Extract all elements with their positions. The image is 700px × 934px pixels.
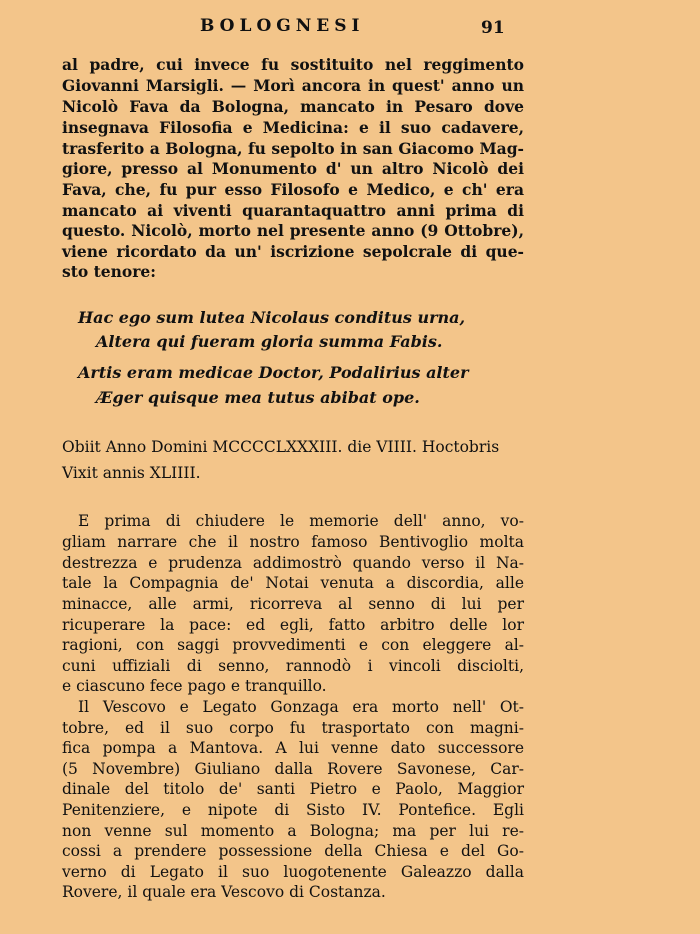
text-line: al padre, cui invece fu sostituito nel reggimento [62, 55, 524, 74]
text-line: giore, presso al Monumento d' un altro Nicolò dei [62, 159, 524, 178]
epitaph-line: Obiit Anno Domini MCCCCLXXXIII. die VIIII. Hoctobris [62, 438, 500, 456]
page-number: 91 [481, 18, 505, 38]
text-line: e ciascuno fece pago e tranquillo. [62, 677, 327, 695]
page-header [0, 14, 700, 44]
text-line: mancato ai viventi quarantaquattro anni prima di [62, 201, 524, 220]
text-line: E prima di chiudere le memorie dell' anno, vo- [78, 512, 524, 530]
text-line: Giovanni Marsigli. — Morì ancora in quest' anno un [62, 76, 524, 95]
verse-line: Artis eram medicae Doctor, Podalirius alter [78, 363, 469, 382]
text-line: Il Vescovo e Legato Gonzaga era morto nell' Ot- [78, 698, 524, 716]
verse-line: Hac ego sum lutea Nicolaus conditus urna, [78, 308, 466, 327]
text-line: ricuperare la pace: ed egli, fatto arbitro delle lor [62, 616, 524, 634]
text-line: questo. Nicolò, morto nel presente anno (9 Ottobre), [62, 221, 524, 240]
text-line: dinale del titolo de' santi Pietro e Paolo, Maggior [62, 780, 524, 798]
text-line: insegnava Filosofia e Medicina: e il suo cadavere, [62, 118, 524, 137]
epitaph-line: Vixit annis XLIIII. [62, 464, 201, 482]
text-line: minacce, alle armi, ricorreva al senno di lui per [62, 595, 524, 613]
text-line: tobre, ed il suo corpo fu trasportato con magni- [62, 719, 524, 737]
verse-line: Æger quisque mea tutus abibat ope. [96, 388, 420, 407]
running-title: BOLOGNESI [200, 16, 365, 36]
text-line: gliam narrare che il nostro famoso Bentivoglio molta [62, 533, 524, 551]
text-line: Penitenziere, e nipote di Sisto IV. Pontefice. Egli [62, 801, 524, 819]
text-line: ragioni, con saggi provvedimenti e con eleggere al- [62, 636, 524, 654]
text-line: fica pompa a Mantova. A lui venne dato successore [62, 739, 524, 757]
text-line: Rovere, il quale era Vescovo di Costanza. [62, 883, 386, 901]
text-line: viene ricordato da un' iscrizione sepolcrale di que- [62, 242, 524, 261]
text-line: Fava, che, fu pur esso Filosofo e Medico, e ch' era [62, 180, 524, 199]
text-line: sto tenore: [62, 262, 156, 281]
text-line: Nicolò Fava da Bologna, mancato in Pesaro dove [62, 97, 524, 116]
text-line: trasferito a Bologna, fu sepolto in san Giacomo Mag- [62, 139, 524, 158]
verse-line: Altera qui fueram gloria summa Fabis. [96, 332, 443, 351]
text-line: destrezza e prudenza addimostrò quando verso il Na- [62, 554, 524, 572]
text-line: cossi a prendere possessione della Chiesa e del Go- [62, 842, 524, 860]
text-line: verno di Legato il suo luogotenente Galeazzo dalla [62, 863, 524, 881]
text-line: non venne sul momento a Bologna; ma per lui re- [62, 822, 524, 840]
text-line: cuni uffiziali di senno, rannodò i vincoli disciolti, [62, 657, 524, 675]
text-line: (5 Novembre) Giuliano dalla Rovere Savonese, Car- [62, 760, 524, 778]
text-line: tale la Compagnia de' Notai venuta a discordia, alle [62, 574, 524, 592]
